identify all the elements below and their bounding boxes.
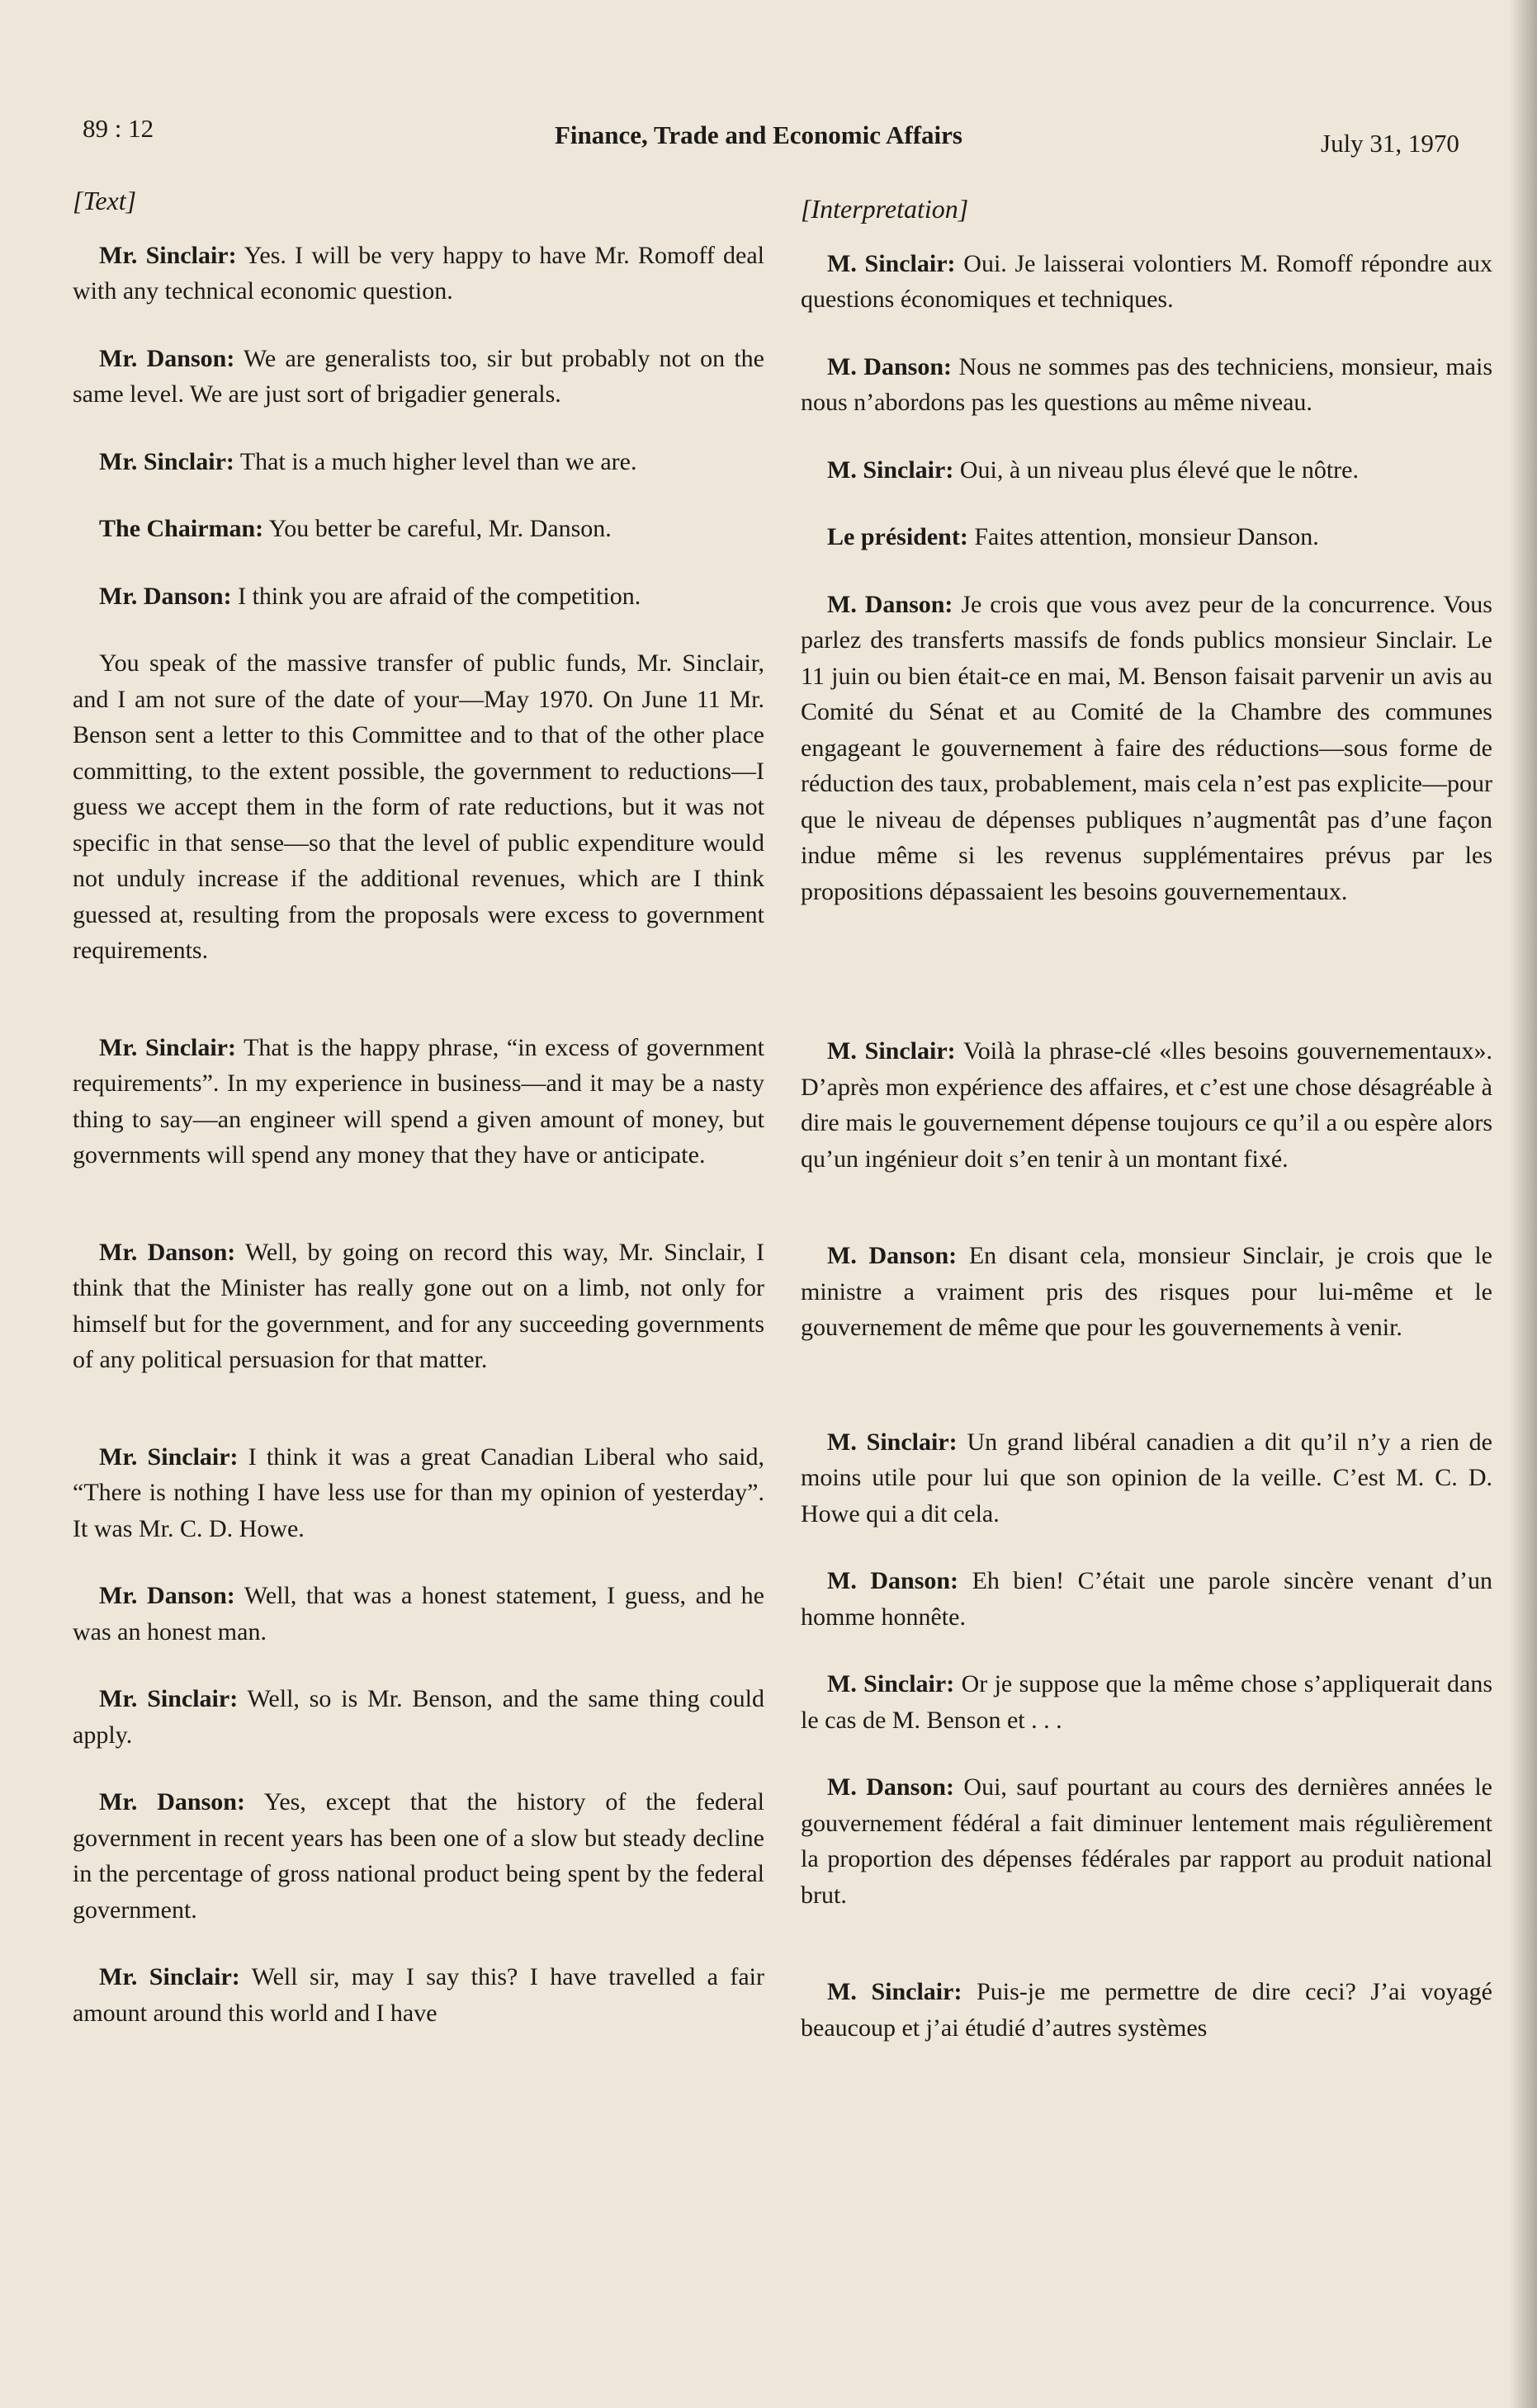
speaker: Le président: <box>827 523 968 550</box>
speaker: M. Danson: <box>827 352 953 380</box>
speech: Puis-je me permettre de dire ceci? J’ai voyagé beaucoup et j’ai étudié d’autres systèmes <box>801 1978 1492 2042</box>
transcript-paragraph <box>73 1578 764 1650</box>
speech: You speak of the massive transfer of public funds, Mr. Sinclair, and I am not sure of the date of your—May 1970. On June 11 Mr. Benson sent a letter to this Committee and to that of the other place committing, to the extent possible, the government to reductions—I guess we accept them in the form of rate reductions, but it was not specific in that sense—so that the level of public expenditure would not unduly increase if the additional revenues, which are I think guessed at, resulting from the proposals were excess to government requirements. <box>73 649 764 964</box>
transcript-paragraph <box>73 238 764 309</box>
speech: Yes, except that the history of the federal government in recent years has been one of a slow but steady decline in the percentage of gross national product being spent by the federal government. <box>73 1788 764 1924</box>
speaker: M. Danson: <box>827 590 953 618</box>
transcript-paragraph <box>801 1563 1492 1635</box>
speaker: Mr. Danson: <box>99 582 232 610</box>
speaker: Mr. Danson: <box>99 344 235 372</box>
speaker: M. Danson: <box>827 1773 954 1801</box>
speech: Voilà la phrase-clé «lles besoins gouvernementaux». D’après mon expérience des affaires, et c’est une chose désagréable à dire mais le gouvernement dépense toujours ce qu’il a ou espère alors qu’un ingénieur doit s’en tenir à un montant fixé. <box>801 1037 1492 1173</box>
speech: I think you are afraid of the competition. <box>238 582 641 610</box>
speaker: M. Danson: <box>827 1242 958 1269</box>
speaker: Mr. Danson: <box>99 1582 235 1609</box>
speech: Well, that was a honest statement, I guess, and he was an honest man. <box>73 1582 764 1645</box>
speaker: Mr. Danson: <box>99 1788 245 1815</box>
transcript-paragraph <box>801 246 1492 318</box>
speaker: The Chairman: <box>99 515 264 542</box>
speaker: M. Sinclair: <box>827 456 954 484</box>
transcript-paragraph <box>801 1769 1492 1913</box>
transcript-paragraph <box>73 1959 764 2031</box>
transcript-paragraph <box>801 1033 1492 1177</box>
speech: Well sir, may I say this? I have travelled a fair amount around this world and I have <box>73 1963 764 2027</box>
speech: Nous ne sommes pas des techniciens, monsieur, mais nous n’abordons pas les questions au même niveau. <box>801 352 1493 416</box>
page-edge-shadow <box>1509 0 1537 2408</box>
french-column <box>801 191 1492 2046</box>
speech: I think it was a great Canadian Liberal who said, “There is nothing I have less use for than my opinion of yesterday”. It was Mr. C. D. Howe. <box>73 1442 765 1542</box>
transcript-paragraph <box>73 1439 764 1547</box>
speaker: M. Sinclair: <box>827 249 956 277</box>
speech: Well, by going on record this way, Mr. Sinclair, I think that the Minister has really gone out on a limb, not only for himself but for the government, and for any succeeding governments of any political persuasion for that matter. <box>73 1238 764 1373</box>
column-label-text: [Text] <box>73 186 137 215</box>
page-title: Finance, Trade and Economic Affairs <box>555 120 962 149</box>
speech: You better be careful, Mr. Danson. <box>268 515 612 542</box>
speaker: Mr. Sinclair: <box>99 1963 240 1990</box>
speaker: Mr. Sinclair: <box>99 1685 239 1712</box>
speech: Je crois que vous avez peur de la concurrence. Vous parlez des transferts massifs de fonds publics monsieur Sinclair. Le 11 juin ou bien était-ce en mai, M. Benson faisait parvenir un avis au Comité du Sénat et au Comité de la Chambre des communes engageant le gouvernement à faire des réductions—sous forme de réduction des taux, probablement, mais cela n’est pas explicite—pour que le niveau de dépenses publiques n’augmentât pas d’une façon indue même si les revenus supplémentaires prévus par les propositions dépassaient les besoins gouvernementaux. <box>801 590 1492 905</box>
page-number: 89 : 12 <box>83 114 154 143</box>
transcript-paragraph <box>801 1974 1492 2046</box>
speaker: M. Sinclair: <box>827 1428 958 1456</box>
speaker: Mr. Sinclair: <box>99 1033 236 1061</box>
speaker: Mr. Sinclair: <box>99 447 234 475</box>
speaker: M. Sinclair: <box>827 1978 962 2005</box>
transcript-paragraph <box>73 1030 764 1173</box>
transcript-paragraph <box>73 1235 764 1378</box>
speech: That is a much higher level than we are. <box>239 447 637 475</box>
transcript-paragraph <box>801 349 1492 421</box>
page-date: July 31, 1970 <box>1321 129 1459 158</box>
speech: Oui, à un niveau plus élevé que le nôtre. <box>959 456 1359 484</box>
speech: Oui. Je laisserai volontiers M. Romoff répondre aux questions économiques et techniques. <box>801 249 1493 313</box>
speech: Well, so is Mr. Benson, and the same thing could apply. <box>73 1685 764 1749</box>
english-column <box>73 183 764 2031</box>
speech: Or je suppose que la même chose s’appliquerait dans le cas de M. Benson et . . . <box>801 1670 1492 1734</box>
speech: Oui, sauf pourtant au cours des dernières années le gouvernement fédéral a fait diminuer lentement mais régulièrement la proportion des dépenses fédérales par rapport au produit national brut. <box>801 1773 1492 1909</box>
column-label-interpretation: [Interpretation] <box>801 194 969 224</box>
transcript-paragraph <box>801 452 1492 489</box>
transcript-paragraph <box>801 1424 1492 1532</box>
transcript-paragraph <box>801 587 1492 910</box>
transcript-paragraph <box>73 511 764 547</box>
transcript-paragraph <box>73 341 764 413</box>
speaker: Mr. Sinclair: <box>99 241 237 269</box>
speech: Yes. I will be very happy to have Mr. Romoff deal with any technical economic question. <box>73 241 764 305</box>
speaker: M. Sinclair: <box>827 1037 956 1065</box>
transcript-paragraph <box>73 578 764 615</box>
transcript-paragraph <box>801 1238 1492 1346</box>
speaker: Mr. Sinclair: <box>99 1442 239 1471</box>
speaker: M. Danson: <box>827 1567 959 1594</box>
transcript-paragraph <box>73 1784 764 1928</box>
speech: Eh bien! C’était une parole sincère venant d’un homme honnête. <box>801 1567 1493 1631</box>
speech: Un grand libéral canadien a dit qu’il n’y a rien de moins utile pour lui que son opinion de la veille. C’est M. C. D. Howe qui a dit cela. <box>801 1428 1492 1527</box>
transcript-paragraph <box>73 444 764 480</box>
speaker: M. Sinclair: <box>827 1670 955 1697</box>
speech: That is the happy phrase, “in excess of government requirements”. In my experience in business—and it may be a nasty thing to say—an engineer will spend a given amount of money, but governments will spend any money that they have or anticipate. <box>73 1033 764 1169</box>
speaker: Mr. Danson: <box>99 1238 236 1266</box>
transcript-paragraph <box>73 645 764 969</box>
speech: We are generalists too, sir but probably not on the same level. We are just sort of brigadier generals. <box>73 344 764 408</box>
speech: En disant cela, monsieur Sinclair, je crois que le ministre a vraiment pris des risques pour lui-même et le gouvernement de même que pour les gouvernements à venir. <box>801 1242 1492 1341</box>
speech: Faites attention, monsieur Danson. <box>974 523 1319 550</box>
transcript-paragraph <box>73 1681 764 1753</box>
transcript-paragraph <box>801 1666 1492 1738</box>
transcript-paragraph <box>801 519 1492 555</box>
